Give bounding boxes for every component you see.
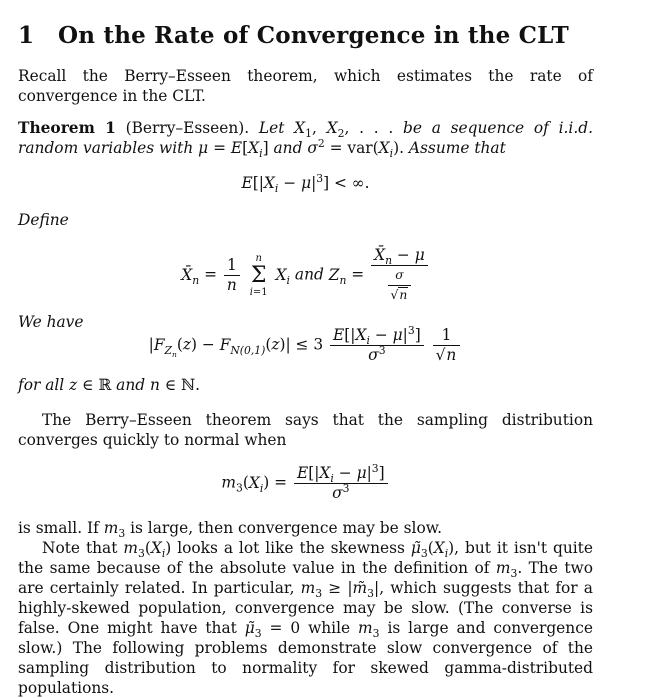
theorem-assume: Assume that <box>408 139 506 157</box>
equation-berry-esseen-bound: $|F_{Z_n}(z) - F_{N(0,1)}(z)| \le 3$ $\frac{E[|X_i - \mu|^3]}{\sigma^3}$ $\frac{1}{√n}$ <box>18 326 593 365</box>
theorem-statement-start: Let X <box>258 119 306 137</box>
equation-m3-definition: $m_3(X_i)$ = $\frac{E[|X_i - \mu|^3]}{\sigma^3}$ <box>18 464 593 503</box>
intro-paragraph: Recall the Berry–Esseen theorem, which estimates the rate of convergence in the CLT. <box>18 67 593 105</box>
equation-moment-finite: $E[|X_i - \mu|^3]$ < ∞. <box>241 171 370 196</box>
theorem-block: Theorem 1 (Berry–Esseen). Let $X_1$, $X_2$, . . . be a sequence of i.i.d. random variables with $\mu = E[X_i]$ and $\sigma^2 = var(X_i)$. Assume that <box>18 119 593 161</box>
equation-definitions: $X̄_n$ = $\frac{1}{n}$ n Σ i=1 $X_i$ and $Z_n$ = $\frac{X̄_n - \mu}{\frac{\sigma}{√n}}$ <box>18 246 593 305</box>
note-f: while <box>308 619 351 637</box>
slow-text: is large, then convergence may be slow. <box>130 519 442 537</box>
define-label: Define <box>18 211 69 229</box>
section-heading <box>18 22 569 49</box>
we-have-label: We have <box>18 313 84 331</box>
note-c: , but it isn't quite the same because of the absolute value in the definition of <box>18 539 593 577</box>
section-number: 1 <box>18 22 35 49</box>
small-text: is small. If <box>18 519 99 537</box>
note-d: . The two are certainly related. In particular, <box>18 559 593 597</box>
note-g: is large and convergence slow.) The following problems demonstrate slow convergence of the sampling distribution to normality for skewed gamma-distributed populations. <box>18 619 593 697</box>
paragraph-berry-esseen: The Berry–Esseen theorem says that the sampling distribution converges quickly to normal when <box>18 411 593 449</box>
section-title: On the Rate of Convergence in the CLT <box>58 22 569 49</box>
for-all-text: for all <box>18 376 65 394</box>
theorem-name: (Berry–Esseen). <box>125 119 250 137</box>
paragraph-skewness <box>18 518 593 698</box>
theorem-label: Theorem 1 <box>18 119 116 137</box>
and-word: and <box>294 265 324 284</box>
note-b: looks a lot like the skewness <box>177 539 405 557</box>
for-all-clause: for all z ∈ ℝ and n ∈ ℕ. <box>18 376 201 394</box>
and-n-text: and <box>116 376 146 394</box>
note-a: Note that <box>42 539 118 557</box>
paragraph-small-line: is small. If $m_3$ is large, then convergence may be slow. <box>18 519 442 541</box>
note-e: , which suggests that for a highly-skewed population, convergence may be slow. (The converse is false. One might have that <box>18 579 593 637</box>
paragraph-note: Note that $m_3(X_i)$ looks a lot like the skewness $\mũ_3(X_i)$, but it isn't quite the same because of the absolute value in the definition of $m_3$. The two are certainly related. In particular, $m_3$ ≥ $|m̃_3|$, which suggests that for a highly-skewed population, convergence may be slow. (The converse is false. One might have that $\mũ_3 = 0$ while $m_3$ is large and convergence slow.) The following problems demonstrate slow convergence of the sampling distribution to normality for skewed gamma-distributed populations. <box>18 539 593 697</box>
theorem-statement-tail: be a sequence of i.i.d. random variables with <box>18 119 593 157</box>
